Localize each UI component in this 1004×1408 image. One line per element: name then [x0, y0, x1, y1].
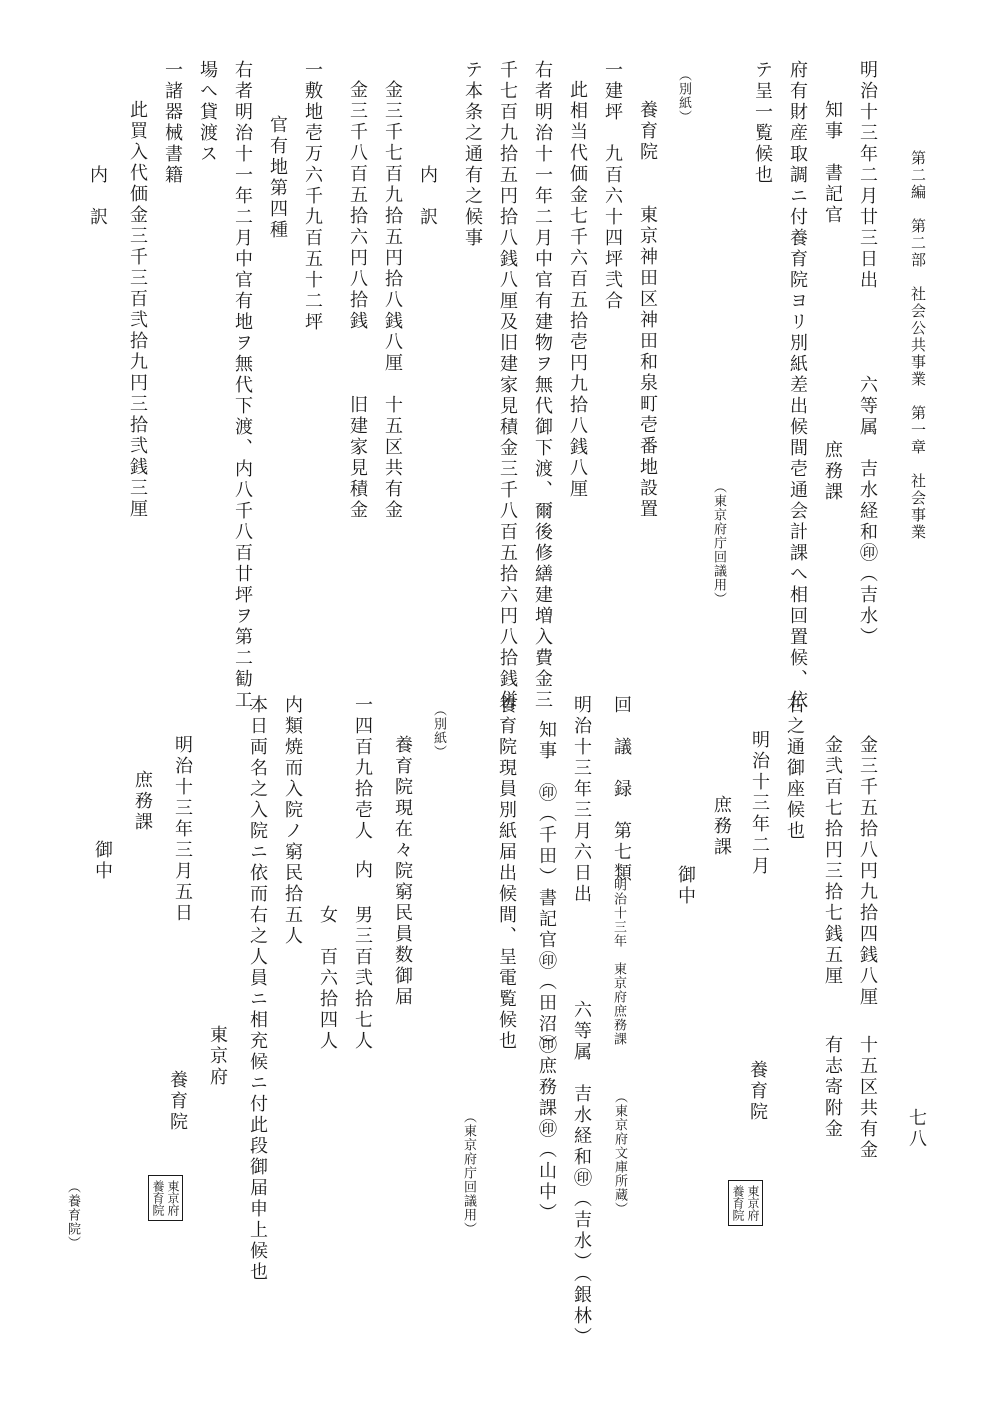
doc1-office: 庶務課	[822, 440, 843, 503]
doc2-body: 養育院現員別紙届出候間、呈電覧候也	[496, 695, 517, 1052]
doc1-breakdown2-heading: 内 訳	[87, 165, 108, 228]
doc1-item1: 一建坪 九百六十四坪弐合	[602, 60, 623, 312]
doc1-appendix: （別紙）	[676, 68, 691, 124]
doc1-breakdown1-amount: 金三千七百九拾五円拾八銭八厘	[382, 80, 403, 374]
doc1-breakdown-heading: 内 訳	[417, 165, 438, 228]
doc1-breakdown2-amount: 金三千八百五拾六円八拾銭	[347, 80, 368, 332]
doc1-body-line2: テ呈一覧候也	[752, 60, 773, 186]
doc2-prefecture: 東京府	[207, 1025, 228, 1088]
doc1-item3-value: 此買入代価金三千三百弐拾九円三拾弐銭三厘	[127, 100, 148, 520]
doc1-cont-amount2: 金弐百七拾円三拾七銭五厘	[822, 735, 843, 987]
doc2-office: ㊞庶務課㊞（山中）	[536, 1035, 557, 1224]
doc1-cont-honorific: 御中	[675, 865, 696, 907]
doc1-cont-label2: 有志寄附金	[822, 1035, 843, 1140]
doc1-breakdown2-label: 旧建家見積金	[347, 395, 368, 521]
doc1-item2: 一敷地壱万六千九百五十二坪	[302, 60, 323, 333]
doc2-appendix: （別紙）	[431, 703, 446, 759]
doc2-count-female: 女 百六拾四人	[317, 905, 338, 1052]
doc2-honorific: 御中	[92, 840, 113, 882]
seal-line: 養育院	[151, 1180, 165, 1216]
doc2-count-total: 一四百九拾壱人	[352, 695, 373, 842]
doc1-cont-amount1: 金三千五拾八円九拾四銭八厘	[857, 735, 878, 1008]
running-title: 第二編 第二部 社会公共事業 第一章 社会事業	[909, 150, 927, 541]
doc1-source: （東京府庁回議用）	[711, 480, 726, 606]
doc2-count-breakdown-label: 内	[352, 860, 373, 881]
doc1-rank: 六等属 吉水経和㊞（吉水）	[857, 375, 878, 648]
doc1-cont-label1: 十五区共有金	[857, 1035, 878, 1161]
doc2-to-office: 庶務課	[132, 770, 153, 833]
seal-line: 東京府	[166, 1180, 180, 1216]
doc2-source: （東京府文庫所蔵）	[612, 1090, 627, 1216]
doc1-narrative2-line2: 場へ貸渡ス	[197, 60, 218, 165]
doc2-date: 明治十三年三月六日出	[571, 695, 592, 905]
doc2-classification: 明治十三年 東京府庶務課	[611, 878, 626, 1046]
doc1-narrative1-line2: 千七百九拾五円拾八銭八厘及旧建家見積金三千八百五拾六円八拾銭併	[497, 60, 518, 711]
seal-line: 東京府	[746, 1185, 760, 1221]
doc2-date2: 明治十三年三月五日	[172, 735, 193, 924]
doc2-note2: 本日両名之入院ニ依而右之人員ニ相充候ニ付此段御届申上候也	[247, 695, 268, 1283]
doc1-narrative1-line3: テ本条之通有之候事	[462, 60, 483, 249]
doc1-breakdown1-label: 十五区共有金	[382, 395, 403, 521]
doc1-cont-signer: 養育院	[747, 1060, 768, 1123]
doc1-official: 知事 書記官	[822, 100, 843, 226]
doc1-cont-seal	[728, 1180, 763, 1226]
doc1-item1-value: 此相当代価金七千六百五拾壱円九拾八銭八厘	[567, 80, 588, 500]
doc1-narrative2-line1: 右者明治十一年二月中官有地ヲ無代下渡、内八千八百廿坪ヲ第二勧工	[232, 60, 253, 711]
doc2-seal	[148, 1175, 183, 1221]
doc2-rank: 六等属 吉水経和㊞（吉水）（銀林）	[571, 1000, 592, 1348]
doc2-source3: （養育院）	[65, 1180, 80, 1250]
doc1-cont-closing: 右之通御座候也	[784, 695, 805, 842]
doc2-count-male: 男三百弐拾七人	[352, 905, 373, 1052]
page-number: 七八	[906, 1108, 927, 1150]
doc1-narrative1-line1: 右者明治十一年二月中官有建物ヲ無代御下渡、爾後修繕建増入費金三	[532, 60, 553, 711]
doc2-note1: 内類焼而入院ノ窮民拾五人	[282, 695, 303, 947]
doc1-date: 明治十三年二月廿三日出	[857, 60, 878, 291]
doc1-item3: 一諸器械書籍	[162, 60, 183, 186]
seal-line: 養育院	[731, 1185, 745, 1221]
doc1-body-line1: 府有財産取調ニ付養育院ヨリ別紙差出候間壱通会計課へ相回置候、依	[787, 60, 808, 711]
doc2-official: 知事 ㊞（千田）書記官㊞（田沼）	[536, 720, 557, 1056]
doc1-cont-office: 庶務課	[711, 795, 732, 858]
doc1-cont-date: 明治十三年二月	[749, 730, 770, 877]
doc2-signer: 養育院	[167, 1070, 188, 1133]
doc1-sender: 養育院 東京神田区神田和泉町壱番地設置	[637, 100, 658, 520]
doc1-item2-note: 官有地第四種	[267, 115, 288, 241]
doc2-source2: （東京府庁回議用）	[461, 1110, 476, 1236]
doc2-report-title: 養育院現在々院窮民員数御届	[392, 735, 413, 1008]
doc2-title: 回 議 録 第七類	[611, 695, 632, 884]
